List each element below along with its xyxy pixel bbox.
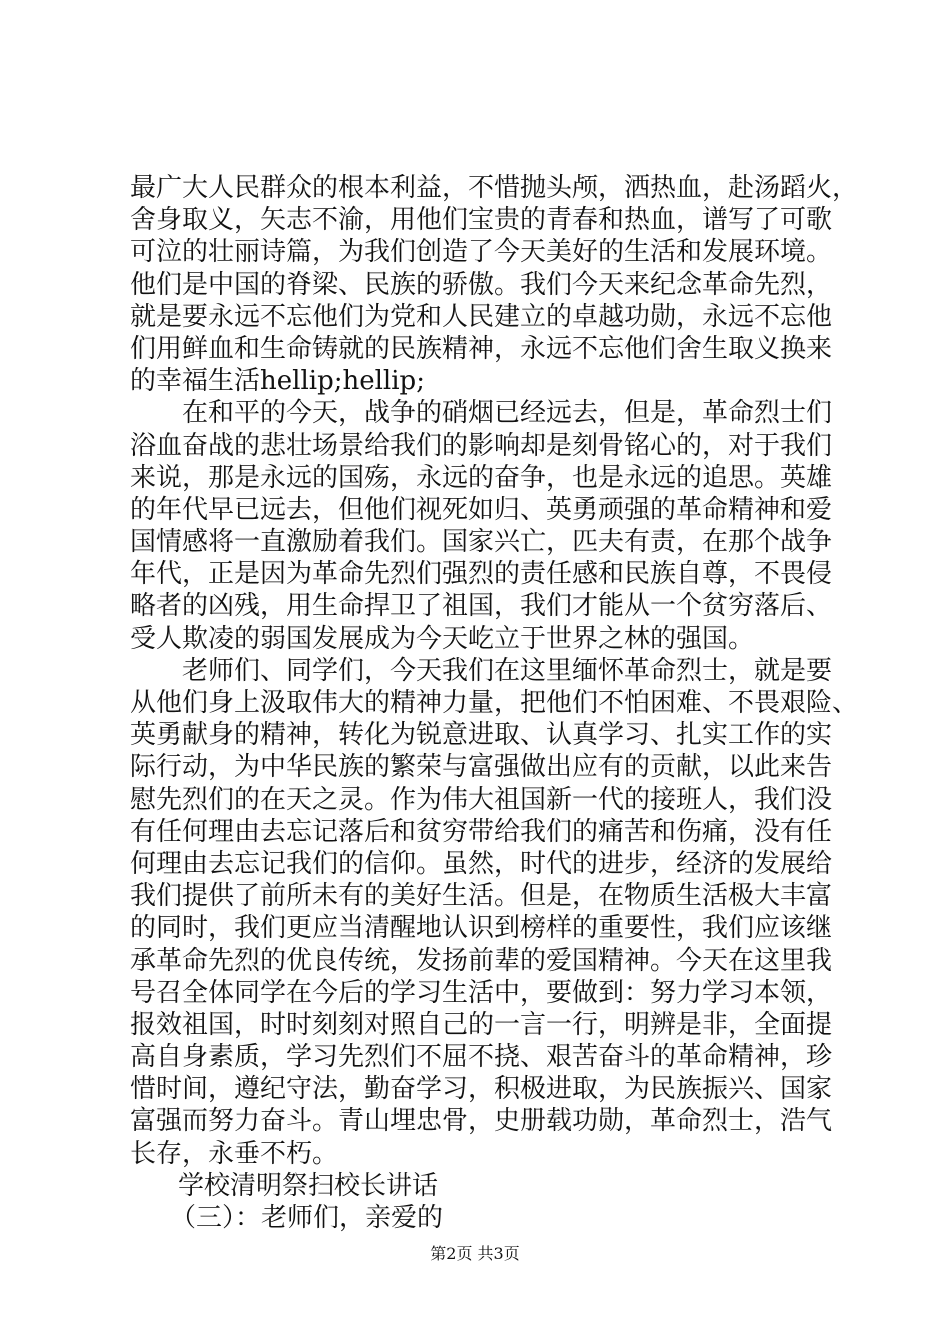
text-line: 的同时，我们更应当清醒地认识到榜样的重要性，我们应该继 [130, 913, 833, 944]
text-line: 号召全体同学在今后的学习生活中，要做到：努力学习本领， [130, 977, 833, 1008]
text-line: 长存，永垂不朽。 [130, 1138, 339, 1169]
text-line: 们用鲜血和生命铸就的民族精神，永远不忘他们舍生取义换来 [130, 333, 833, 364]
text-line: 最广大人民群众的根本利益，不惜抛头颅，洒热血，赴汤蹈火， [130, 173, 859, 203]
text-line: 可泣的壮丽诗篇，为我们创造了今天美好的生活和发展环境。 [130, 237, 833, 268]
text-line: 舍身取义，矢志不渝，用他们宝贵的青春和热血，谱写了可歌 [130, 205, 833, 236]
text-line: 浴血奋战的悲壮场景给我们的影响却是刻骨铭心的，对于我们 [130, 430, 833, 461]
text-line: 略者的凶残，用生命捍卫了祖国，我们才能从一个贫穷落后、 [130, 591, 833, 622]
text-line: 我们提供了前所未有的美好生活。但是，在物质生活极大丰富 [130, 881, 833, 912]
text-line: 承革命先烈的优良传统，发扬前辈的爱国精神。今天在这里我 [130, 945, 833, 976]
text-line: 年代，正是因为革命先烈们强烈的责任感和民族自尊，不畏侵 [130, 559, 833, 590]
text-line: 何理由去忘记我们的信仰。虽然，时代的进步，经济的发展给 [130, 848, 833, 879]
document-body [130, 172, 859, 1234]
text-line: 英勇献身的精神，转化为锐意进取、认真学习、扎实工作的实 [130, 720, 833, 751]
text-line: 际行动，为中华民族的繁荣与富强做出应有的贡献，以此来告 [130, 752, 833, 783]
text-line: 惜时间，遵纪守法，勤奋学习，积极进取，为民族振兴、国家 [130, 1074, 833, 1105]
text-line: 报效祖国，时时刻刻对照自己的一言一行，明辨是非，全面提 [130, 1009, 833, 1040]
text-line: 受人欺凌的弱国发展成为今天屹立于世界之林的强国。 [130, 623, 755, 654]
text-line: 慰先烈们的在天之灵。作为伟大祖国新一代的接班人，我们没 [130, 784, 833, 815]
page-footer: 第2页 共3页 [430, 1244, 520, 1263]
section-title: 学校清明祭扫校长讲话 [178, 1170, 439, 1201]
text-line: 国情感将一直激励着我们。国家兴亡，匹夫有责，在那个战争 [130, 527, 833, 558]
paragraph-first-line: 在和平的今天，战争的硝烟已经远去，但是，革命烈士们 [182, 398, 833, 429]
text-line: 高自身素质，学习先烈们不屈不挠、艰苦奋斗的革命精神，珍 [130, 1042, 833, 1073]
text-line: 富强而努力奋斗。青山埋忠骨，史册载功勋，革命烈士，浩气 [130, 1106, 833, 1137]
text-line: 从他们身上汲取伟大的精神力量，把他们不怕困难、不畏艰险、 [130, 688, 859, 718]
text-line: 的幸福生活hellip;hellip; [130, 366, 425, 397]
text-line: 的年代早已远去，但他们视死如归、英勇顽强的革命精神和爱 [130, 494, 833, 525]
paragraph-first-line: 老师们、同学们，今天我们在这里缅怀革命烈士，就是要 [182, 655, 833, 686]
text-line: 就是要永远不忘他们为党和人民建立的卓越功勋，永远不忘他 [130, 301, 833, 332]
text-line: 他们是中国的脊梁、民族的骄傲。我们今天来纪念革命先烈， [130, 269, 833, 300]
text-line: 有任何理由去忘记落后和贫穷带给我们的痛苦和伤痛，没有任 [130, 816, 833, 847]
text-line: 来说，那是永远的国殇，永远的奋争，也是永远的追思。英雄 [130, 462, 833, 493]
section-subtitle: （三）：老师们，亲爱的 [170, 1203, 444, 1233]
